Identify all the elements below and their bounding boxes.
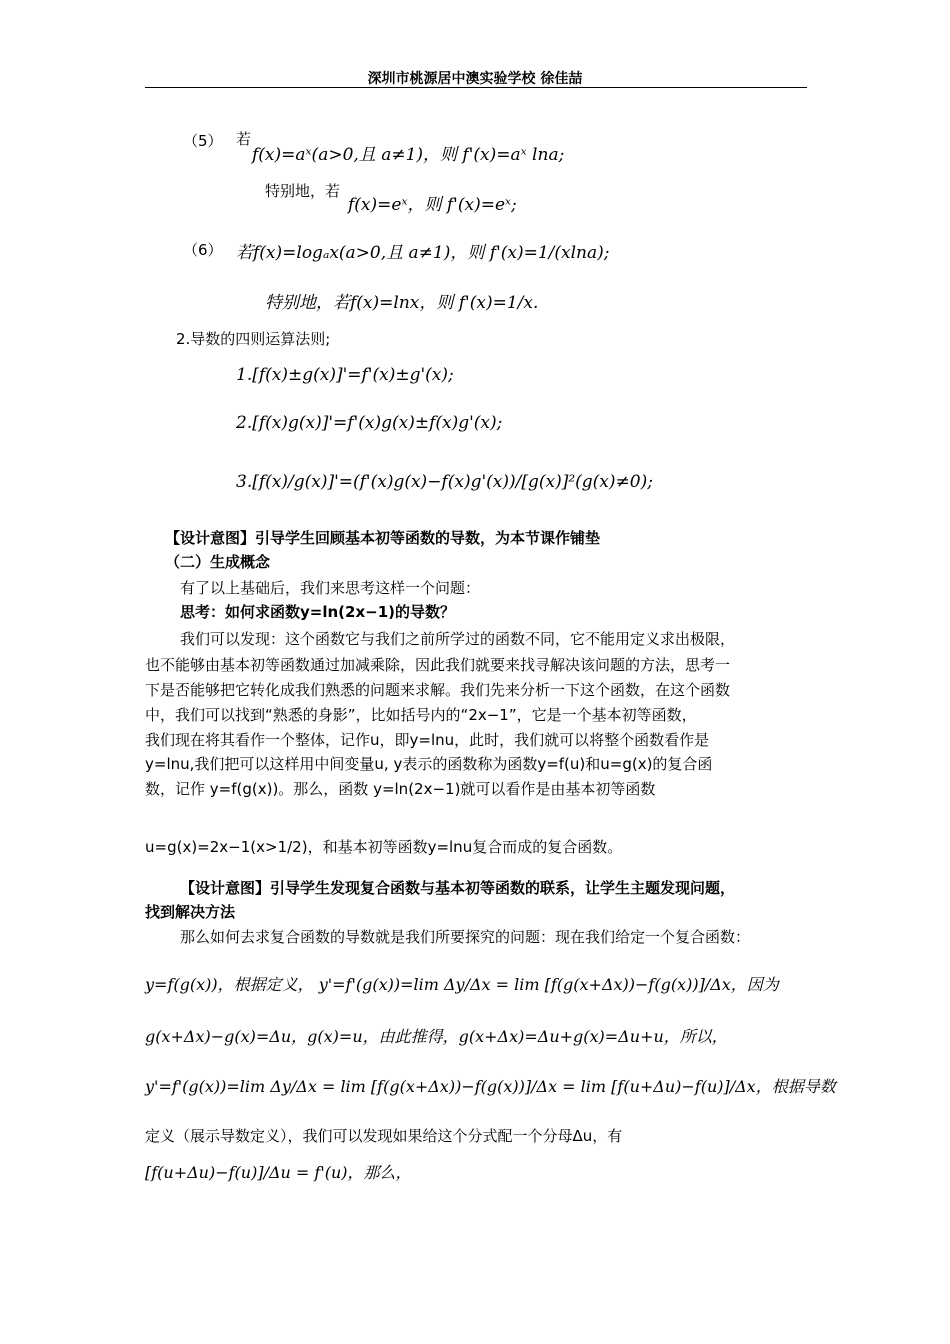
- intro-line: 有了以上基础后，我们来思考这样一个问题：: [180, 579, 481, 597]
- rules-title: 2.导数的四则运算法则;: [176, 330, 331, 348]
- para2-line-5: 定义（展示导数定义），我们可以发现如果给这个分式配一个分母Δu，有: [145, 1127, 623, 1145]
- para1-line-3: 下是否能够把它转化成我们熟悉的问题来求解。我们先来分析一下这个函数，在这个函数: [145, 681, 731, 699]
- para2-line-6: [f(u+Δu)−f(u)]/Δu = f'(u)，那么，: [145, 1163, 412, 1182]
- item6-number: （6）: [183, 241, 223, 259]
- para1-line-7: 数，记作 y=f(g(x))。那么，函数 y=ln(2x−1)就可以看作是由基本初等函数: [145, 780, 656, 798]
- rule-1: 1.[f(x)±g(x)]'=f'(x)±g'(x);: [236, 365, 454, 385]
- think-question: 思考：如何求函数y=ln(2x−1)的导数？: [180, 603, 455, 621]
- para2-line-2: y=f(g(x))，根据定义， y'=f'(g(x))=lim Δy/Δx = lim [f(g(x+Δx))−f(g(x))]/Δx，因为: [145, 975, 779, 994]
- rule-2: 2.[f(x)g(x)]'=f'(x)g(x)±f(x)g'(x);: [236, 413, 503, 433]
- para1-line-6: y=lnu,我们把可以这样用中间变量u, y表示的函数称为函数y=f(u)和u=g(x)的复合函: [145, 755, 713, 773]
- item5-special-label: 特别地，若: [265, 182, 341, 200]
- para1-line-1: 我们可以发现：这个函数它与我们之前所学过的函数不同，它不能用定义求出极限，: [180, 630, 736, 648]
- para2-line-1: 那么如何去求复合函数的导数就是我们所要探究的问题：现在我们给定一个复合函数：: [180, 928, 751, 946]
- section-heading-2: （二）生成概念: [165, 553, 271, 571]
- item5-if: 若: [236, 130, 252, 148]
- para2-line-4: y'=f'(g(x))=lim Δy/Δx = lim [f(g(x+Δx))−f(g(x))]/Δx = lim [f(u+Δu)−f(u)]/Δx，根据导数: [145, 1077, 836, 1096]
- para1-line-2: 也不能够由基本初等函数通过加减乘除，因此我们就要来找寻解决该问题的方法，思考一: [145, 656, 731, 674]
- design-intent-2-line-1: 【设计意图】引导学生发现复合函数与基本初等函数的联系，让学生主题发现问题，: [180, 879, 736, 897]
- item5-special-formula: f(x)=eˣ，则 f'(x)=eˣ;: [348, 195, 517, 215]
- para2-line-3: g(x+Δx)−g(x)=Δu，g(x)=u，由此推得，g(x+Δx)=Δu+g(x)=Δu+u，所以，: [145, 1027, 728, 1046]
- item6-formula: 若f(x)=logₐx(a>0,且 a≠1)，则 f'(x)=1/(xlna);: [236, 243, 610, 263]
- item5-number: （5）: [183, 132, 223, 150]
- para1-line-5: 我们现在将其看作一个整体，记作u，即y=lnu，此时，我们就可以将整个函数看作是: [145, 731, 710, 749]
- para1-last-line: u=g(x)=2x−1(x>1/2)，和基本初等函数y=lnu复合而成的复合函数。: [145, 838, 623, 856]
- design-intent-1: 【设计意图】引导学生回顾基本初等函数的导数，为本节课作铺垫: [165, 529, 601, 547]
- para1-line-4: 中，我们可以找到“熟悉的身影”，比如括号内的“2x−1”，它是一个基本初等函数，: [145, 706, 697, 724]
- header-rule: [145, 87, 807, 88]
- rule-3: 3.[f(x)/g(x)]'=(f'(x)g(x)−f(x)g'(x))/[g(x)]²(g(x)≠0);: [236, 472, 653, 492]
- page-header: 深圳市桃源居中澳实验学校 徐佳喆: [367, 71, 583, 87]
- item6-special: 特别地，若f(x)=lnx，则 f'(x)=1/x.: [265, 293, 539, 313]
- item5-formula: f(x)=aˣ(a>0,且 a≠1)，则 f'(x)=aˣ lna;: [252, 145, 565, 165]
- design-intent-2-line-2: 找到解决方法: [145, 903, 236, 921]
